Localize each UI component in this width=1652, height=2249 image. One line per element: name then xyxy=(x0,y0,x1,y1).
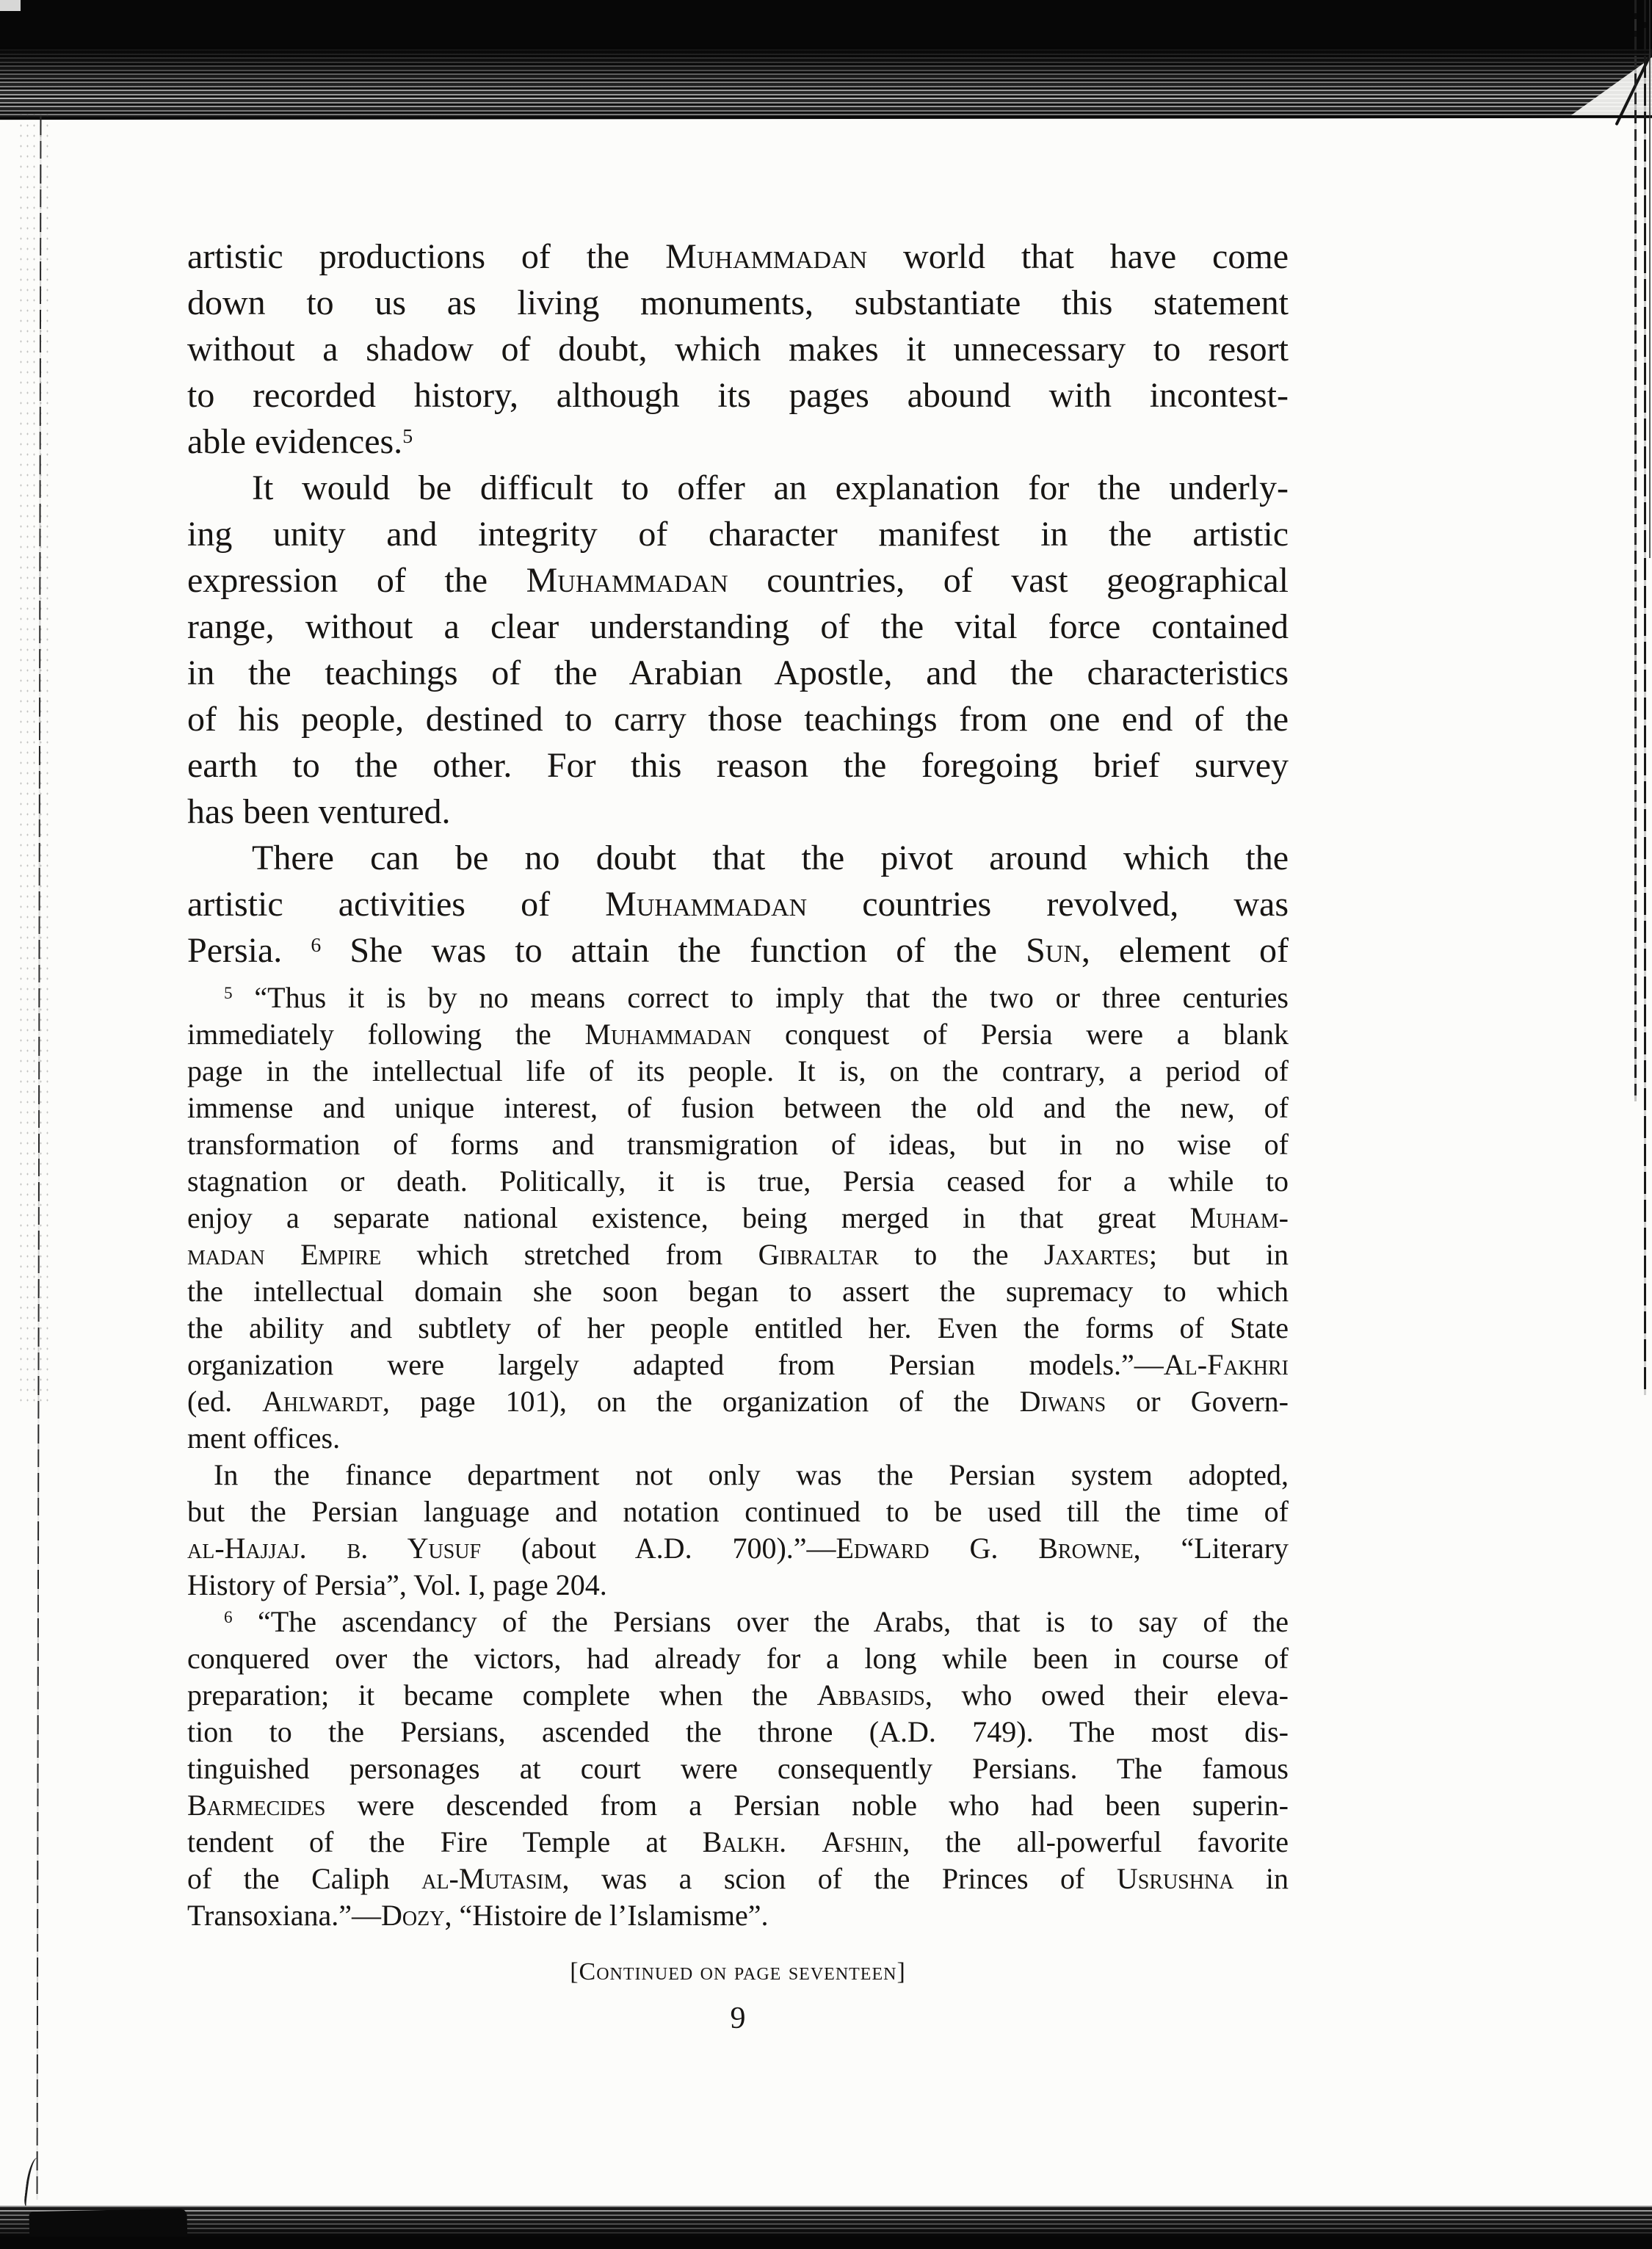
text-line: madan Empire which stretched from Gibraltar to the Jaxartes; but in xyxy=(187,1238,1289,1271)
small-caps-text: Dozy xyxy=(381,1899,445,1932)
small-caps-text: Ahlwardt xyxy=(262,1385,383,1418)
small-caps-text: Muhammadan xyxy=(526,561,728,600)
small-caps-text: Al-Fakhri xyxy=(1163,1348,1289,1381)
text-line: artistic productions of the Muhammadan world that have come xyxy=(187,237,1289,276)
text-line: page in the intellectual life of its people. It is, on the contrary, a period of xyxy=(187,1054,1289,1087)
paragraph xyxy=(187,979,1289,1457)
small-caps-text: Afshin xyxy=(822,1825,903,1858)
text-line: of his people, destined to carry those teachings from one end of the xyxy=(187,700,1289,739)
text-line: to recorded history, although its pages abound with incontest- xyxy=(187,376,1289,415)
text-line: In the finance department not only was the Persian system adopted, xyxy=(214,1458,1289,1491)
text-line: without a shadow of doubt, which makes it unnecessary to resort xyxy=(187,330,1289,369)
text-line: able evidences.$^5$ xyxy=(187,422,413,461)
gutter-solid-black-bottom xyxy=(0,2237,1652,2249)
continued-notice: [Continued on page seventeen] xyxy=(570,1958,906,1985)
footnote-marker: 6 xyxy=(311,933,322,957)
small-caps-text: Sun xyxy=(1026,931,1082,970)
small-caps-text: Edward xyxy=(836,1532,930,1565)
text-line: Transoxiana.”—Dozy, “Histoire de l’Islamisme”. xyxy=(187,1899,769,1932)
small-caps-text: Diwans xyxy=(1019,1385,1106,1418)
small-caps-text: Muhammadan xyxy=(605,885,808,924)
page-edge-line-right-outer xyxy=(1634,0,1637,1101)
text-line: enjoy a separate national existence, being merged in that great Muham- xyxy=(187,1201,1289,1234)
text-line: tinguished personages at court were consequently Persians. The famous xyxy=(187,1752,1289,1785)
paragraph xyxy=(187,1457,1289,1604)
text-line: immediately following the Muhammadan conquest of Persia were a blank xyxy=(187,1018,1289,1051)
text-line: transformation of forms and transmigration of ideas, but in no wise of xyxy=(187,1128,1289,1161)
gutter-streaks xyxy=(0,47,1652,117)
paragraph xyxy=(187,1604,1289,1934)
text-line: the intellectual domain she soon began to assert the supremacy to which xyxy=(187,1275,1289,1308)
text-line: range, without a clear understanding of the vital force contained xyxy=(187,607,1289,646)
text-line: expression of the Muhammadan countries, of vast geographical xyxy=(187,561,1289,600)
small-caps-text: Balkh xyxy=(702,1825,780,1858)
body-text xyxy=(187,233,1289,974)
page-edge-line-right-inner xyxy=(1644,0,1646,1395)
text-line: tendent of the Fire Temple at Balkh. Afshin, the all-powerful favorite xyxy=(187,1825,1289,1858)
small-caps-text: al-Hajjaj. b. Yusuf xyxy=(187,1532,482,1565)
text-line: ing unity and integrity of character manifest in the artistic xyxy=(187,515,1289,554)
text-line: in the teachings of the Arabian Apostle, and the characteristics xyxy=(187,653,1289,692)
text-line: earth to the other. For this reason the foregoing brief survey xyxy=(187,746,1289,785)
text-line: It would be difficult to offer an explanation for the underly- xyxy=(252,468,1289,507)
text-line: tion to the Persians, ascended the throne (A.D. 749). The most dis- xyxy=(187,1715,1289,1748)
small-caps-text: Usrushna xyxy=(1116,1862,1234,1895)
text-line: $^5$ “Thus it is by no means correct to imply that the two or three centuries xyxy=(224,981,1289,1014)
small-caps-text: Muham xyxy=(1189,1201,1279,1234)
text-line: but the Persian language and notation continued to be used till the time of xyxy=(187,1495,1289,1528)
text-column xyxy=(187,233,1289,2038)
footnote-marker: 5 xyxy=(402,424,413,448)
footnotes-block xyxy=(187,979,1289,1934)
small-caps-text: Continued on page seventeen xyxy=(579,1958,897,1985)
text-line: Persia. $^6$ She was to attain the function of the Sun, element of xyxy=(187,931,1289,970)
small-caps-text: Barmecides xyxy=(187,1789,326,1822)
text-line: has been ventured. xyxy=(187,792,451,831)
small-caps-text: Browne xyxy=(1038,1532,1134,1565)
page-number: 9 xyxy=(730,2002,746,2035)
small-caps-text: Muhammadan xyxy=(584,1018,752,1051)
scan-gutter-band-bottom xyxy=(0,2206,1652,2249)
small-caps-text: Muhammadan xyxy=(665,237,868,276)
text-line: artistic activities of Muhammadan countries revolved, was xyxy=(187,885,1289,924)
small-caps-text: Abbasids xyxy=(816,1678,925,1712)
scan-corner-notch xyxy=(0,0,21,11)
small-caps-text: madan Empire xyxy=(187,1238,382,1271)
small-caps-text: al-Mutasim xyxy=(421,1862,562,1895)
text-line: $^6$ “The ascendancy of the Persians over the Arabs, that is to say of the xyxy=(224,1605,1289,1638)
text-line: al-Hajjaj. b. Yusuf (about A.D. 700).”—Edward G. Browne, “Literary xyxy=(187,1532,1289,1565)
text-line: the ability and subtlety of her people entitled her. Even the forms of State xyxy=(187,1311,1289,1344)
text-line: History of Persia”, Vol. I, page 204. xyxy=(187,1568,607,1601)
text-line: down to us as living monuments, substantiate this statement xyxy=(187,283,1289,322)
text-line: ment offices. xyxy=(187,1422,341,1455)
scan-mark-bottom-left xyxy=(23,2156,43,2208)
text-line: of the Caliph al-Mutasim, was a scion of the Princes of Usrushna in xyxy=(187,1862,1289,1895)
page-edge-sliver-right xyxy=(1649,0,1651,558)
small-caps-text: Gibraltar xyxy=(758,1238,879,1271)
text-line: stagnation or death. Politically, it is true, Persia ceased for a while to xyxy=(187,1165,1289,1198)
text-line: preparation; it became complete when the Abbasids, who owed their eleva- xyxy=(187,1678,1289,1712)
text-line: conquered over the victors, had already for a long while been in course of xyxy=(187,1642,1289,1675)
paragraph xyxy=(187,835,1289,974)
text-line: immense and unique interest, of fusion between the old and the new, of xyxy=(187,1091,1289,1124)
paragraph xyxy=(187,233,1289,465)
paragraph xyxy=(187,465,1289,835)
scan-noise-left-margin xyxy=(18,110,48,1402)
text-line: Barmecides were descended from a Persian noble who had been superin- xyxy=(187,1789,1289,1822)
footnote-marker: 5 xyxy=(224,983,233,1003)
gutter-streaks-bottom xyxy=(0,2206,1652,2239)
text-line: (ed. Ahlwardt, page 101), on the organization of the Diwans or Govern- xyxy=(187,1385,1289,1418)
text-line: organization were largely adapted from Persian models.”—Al-Fakhri xyxy=(187,1348,1289,1381)
text-line: There can be no doubt that the pivot around which the xyxy=(252,839,1289,877)
scan-gutter-band-top xyxy=(0,0,1652,120)
small-caps-text: Jaxartes xyxy=(1043,1238,1149,1271)
footnote-marker: 6 xyxy=(224,1607,233,1627)
